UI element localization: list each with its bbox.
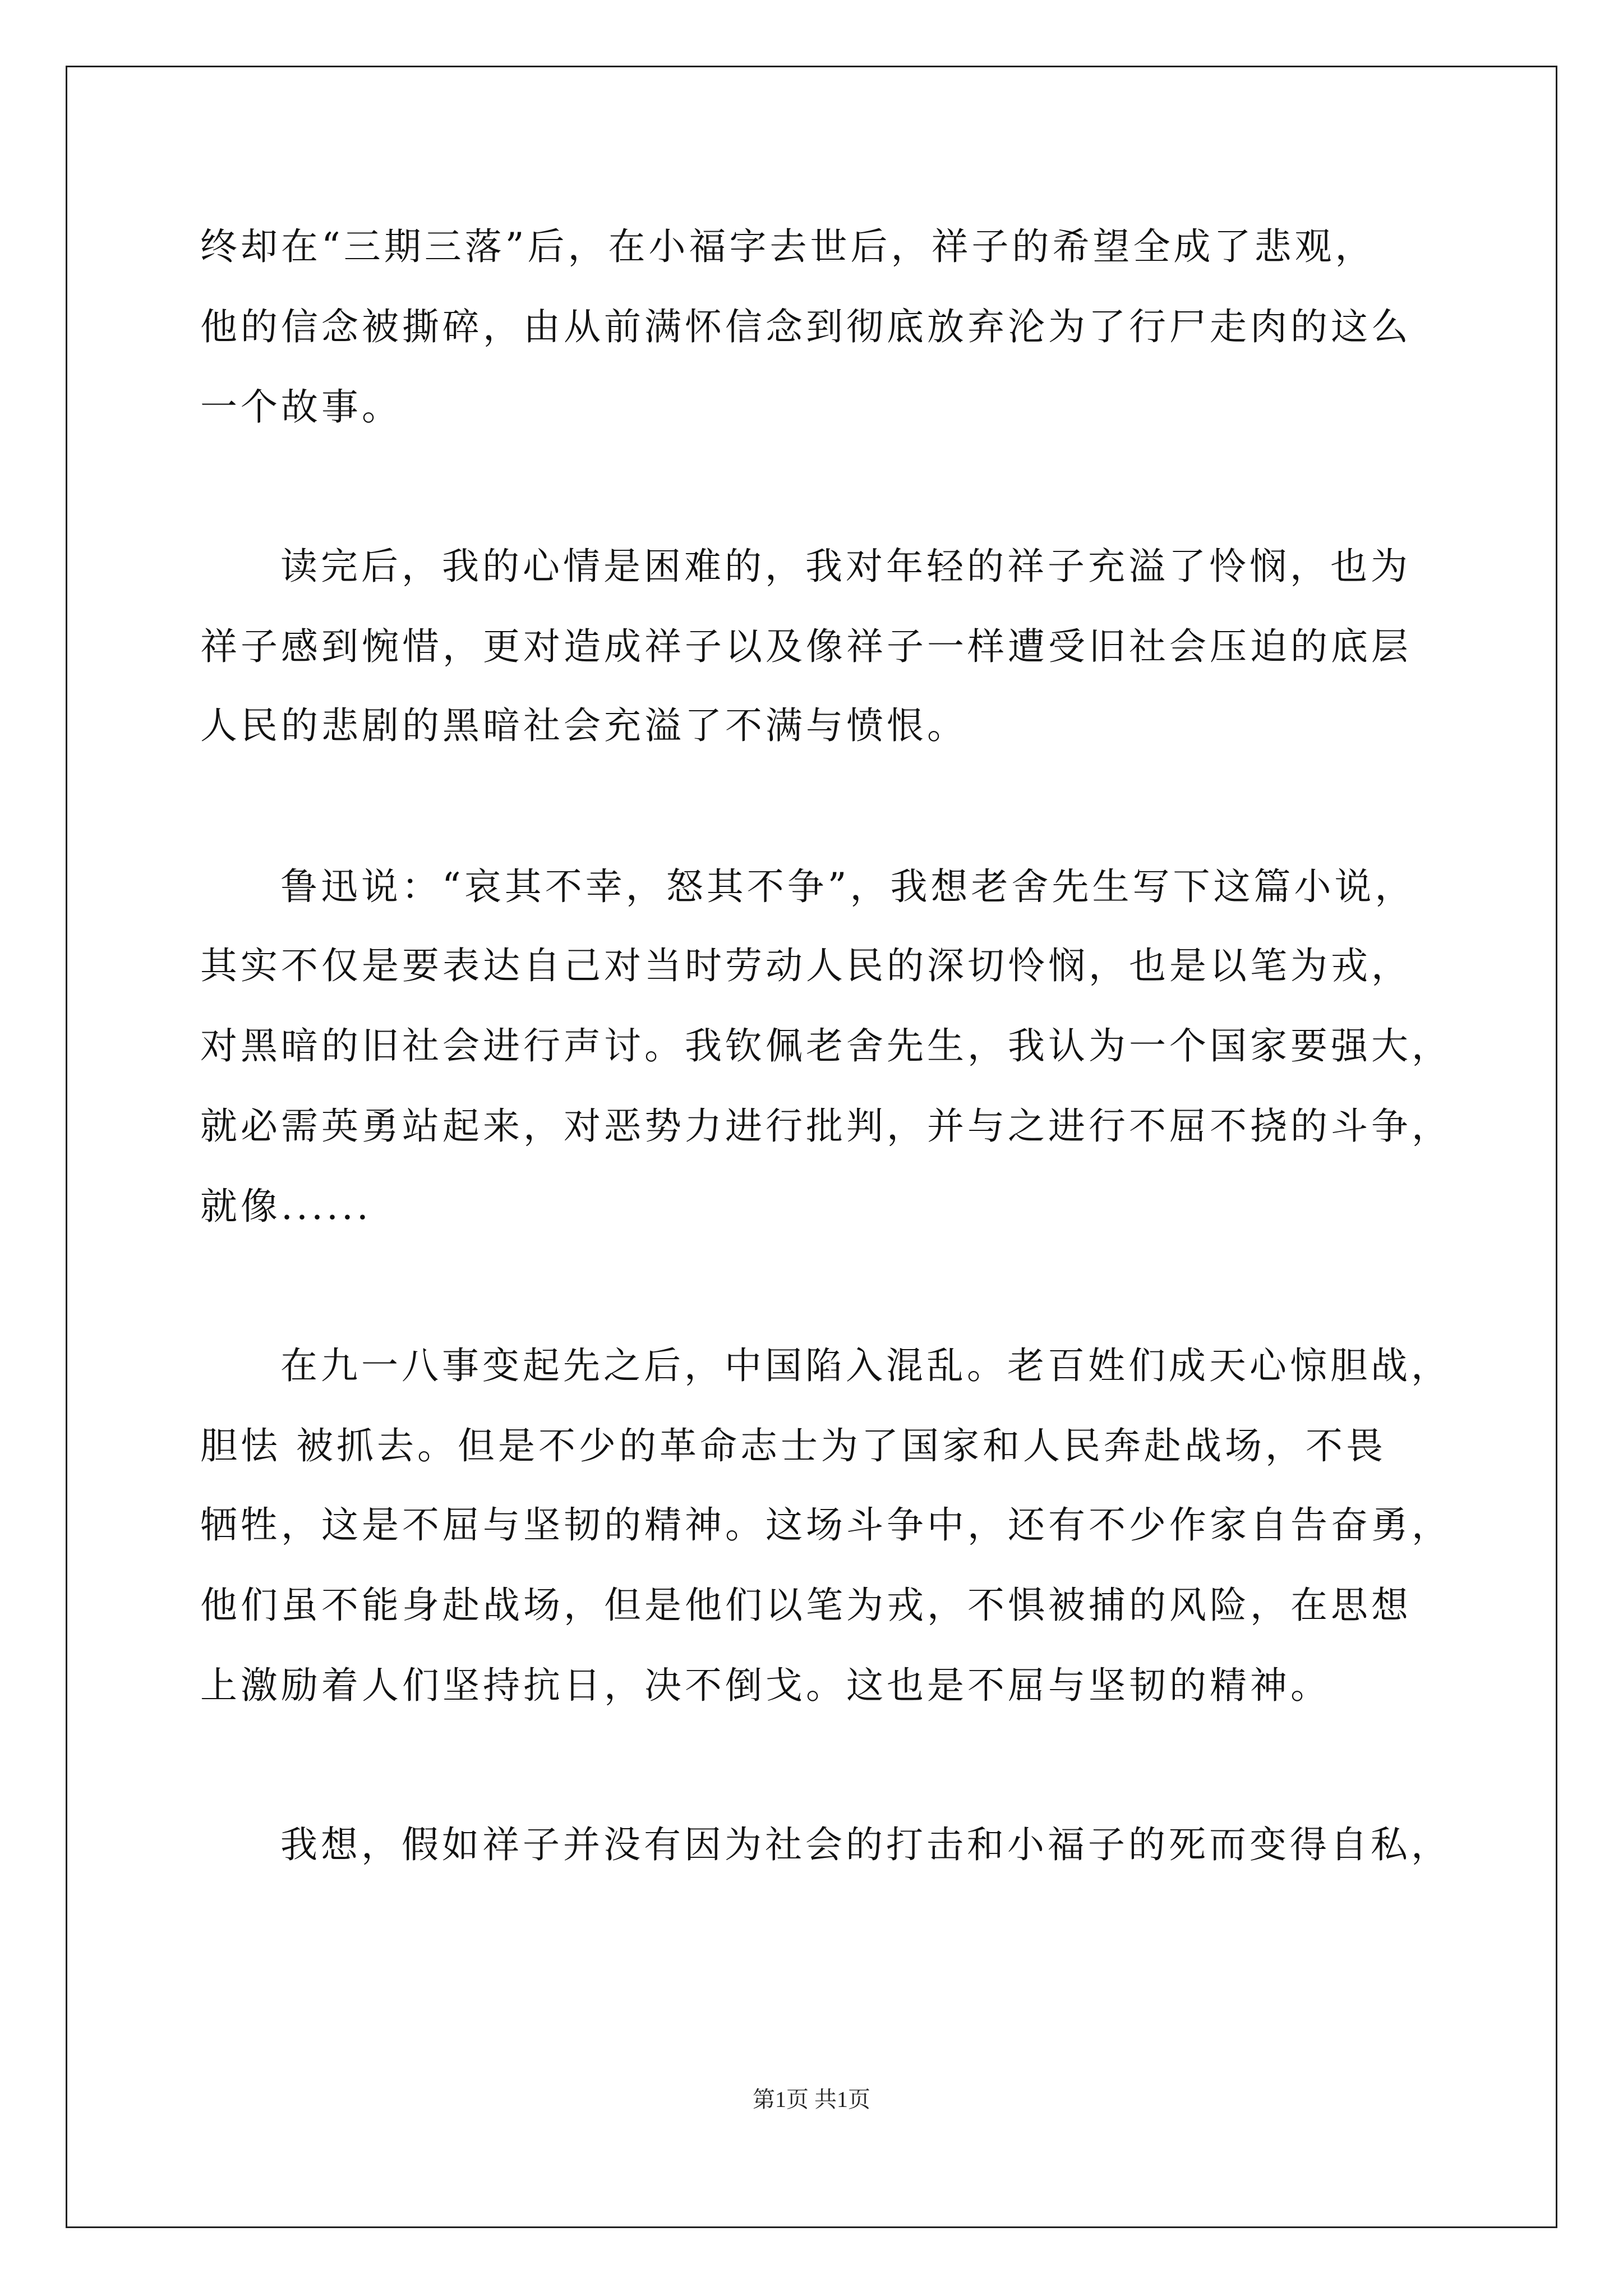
text-line: 一个故事。 [200, 385, 402, 429]
text-line: 就必需英勇站起来，对恶势力进行批判，并与之进行不屈不挠的斗争， [200, 1105, 1452, 1148]
paragraph-start-line: 读完后，我的心情是困难的，我对年轻的祥子充溢了怜悯，也为 [280, 545, 1411, 588]
text-line: 祥子感到惋惜，更对造成祥子以及像祥子一样遭受旧社会压迫的底层 [200, 625, 1412, 668]
text-line: 就像...... [200, 1185, 372, 1228]
page-number: 第1页 共1页 [753, 2087, 870, 2112]
text-line: 牺牲，这是不屈与坚韧的精神。这场斗争中，还有不少作家自告奋勇， [200, 1503, 1452, 1547]
text-line: 对黑暗的旧社会进行声讨。我钦佩老舍先生，我认为一个国家要强大， [200, 1024, 1452, 1068]
text-line: 他的信念被撕碎，由从前满怀信念到彻底放弃沦为了行尸走肉的这么 [200, 305, 1412, 348]
text-line: 人民的悲剧的黑暗社会充溢了不满与愤恨。 [200, 704, 967, 747]
text-line: 上激励着人们坚持抗日，决不倒戈。这也是不屈与坚韧的精神。 [200, 1664, 1331, 1707]
text-line: 终却在“三期三落”后，在小福字去世后，祥子的希望全成了悲观， [200, 225, 1376, 268]
paragraph-start-line: 我想，假如祥子并没有因为社会的打击和小福子的死而变得自私， [280, 1823, 1451, 1866]
text-line: 他们虽不能身赴战场，但是他们以笔为戎，不惧被捕的风险，在思想 [200, 1584, 1412, 1627]
paragraph-start-line: 鲁迅说：“哀其不幸，怒其不争”，我想老舍先生写下这篇小说， [280, 865, 1415, 908]
text-line: 其实不仅是要表达自己对当时劳动人民的深切怜悯，也是以笔为戎， [200, 944, 1412, 987]
text-line: 胆怯 被抓去。但是不少的革命志士为了国家和人民奔赴战场，不畏 [200, 1424, 1386, 1467]
paragraph-start-line: 在九一八事变起先之后，中国陷入混乱。老百姓们成天心惊胆战， [280, 1344, 1451, 1387]
